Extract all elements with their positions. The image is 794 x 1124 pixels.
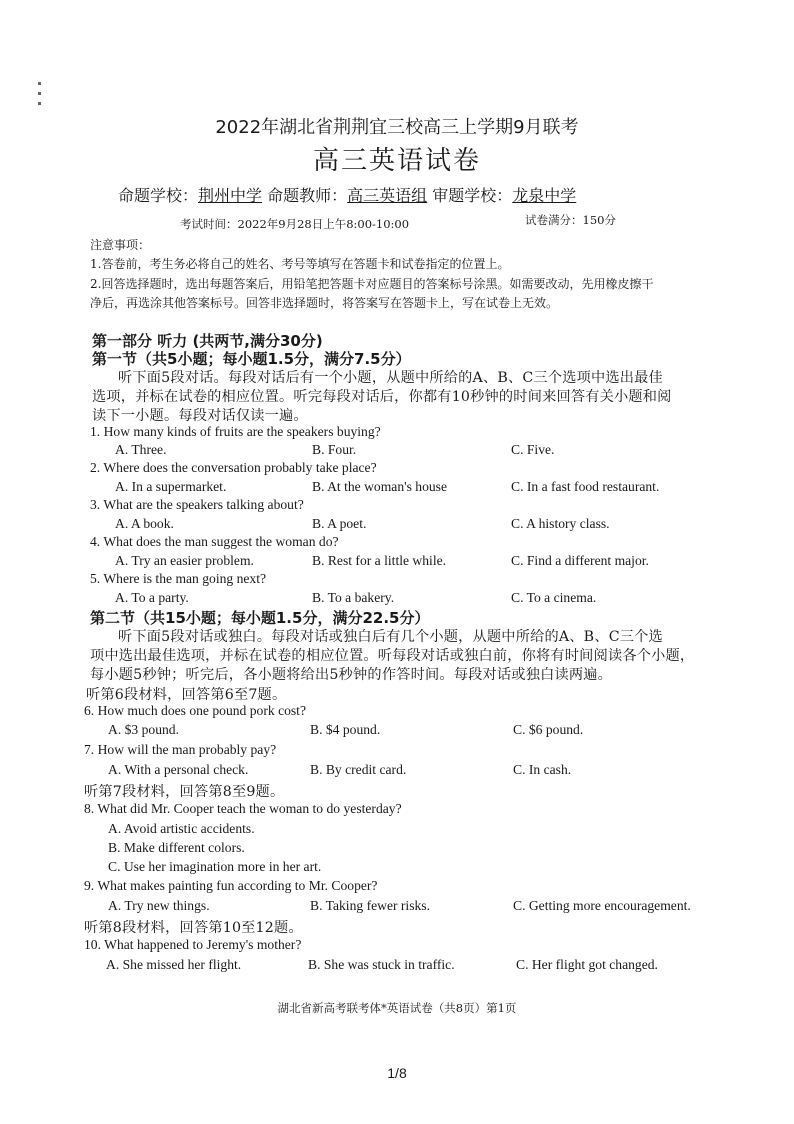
question-3: 3. What are the speakers talking about?	[90, 497, 304, 512]
q4-option-b: B. Rest for a little while.	[312, 553, 447, 568]
q6-option-c: C. $6 pound.	[513, 722, 584, 737]
question-5: 5. Where is the man going next?	[90, 571, 267, 586]
q9-option-b: B. Taking fewer risks.	[310, 898, 430, 913]
section2-instructions-3: 每小题5秒钟；听完后，各小题将给出5秒钟的作答时间。每段对话或独白读两遍。	[90, 667, 613, 683]
authorship-line	[118, 183, 576, 206]
scan-speck	[38, 92, 41, 95]
page-footer: 湖北省新高考联考体*英语试卷（共8页）第1页	[277, 1001, 517, 1015]
section1-instructions: 听下面5段对话。每段对话后有一个小题，从题中所给的A、B、C三个选项中选出最佳	[118, 370, 663, 386]
q7-option-a: A. With a personal check.	[108, 762, 249, 777]
q3-option-b: B. A poet.	[312, 516, 367, 531]
teacher-group: 高三英语组	[347, 186, 428, 205]
section2-instructions: 听下面5段对话或独白。每段对话或独白后有几个小题，从题中所给的A、B、C三个选	[118, 629, 663, 645]
scan-speck	[38, 102, 41, 105]
q1-option-a: A. Three.	[115, 442, 167, 457]
question-1: 1. How many kinds of fruits are the speakers buying?	[90, 424, 381, 439]
q3-option-c: C. A history class.	[511, 516, 610, 531]
notice-item-2-cont: 净后，再选涂其他答案标号。回答非选择题时，将答案写在答题卡上，写在试卷上无效。	[90, 296, 559, 310]
reviewer-label: 审题学校：	[432, 186, 513, 205]
section2-heading: 第二节（共15小题；每小题1.5分，满分22.5分）	[90, 609, 430, 627]
q8-option-b: B. Make different colors.	[108, 840, 245, 855]
scan-speck	[38, 82, 41, 85]
question-6: 6. How much does one pound pork cost?	[84, 703, 306, 718]
notice-item-1: 1.答卷前，考生务必将自己的姓名、考号等填写在答题卡和试卷指定的位置上。	[90, 257, 510, 271]
q8-option-a: A. Avoid artistic accidents.	[108, 821, 255, 836]
q1-option-c: C. Five.	[511, 442, 555, 457]
paper-title: 高三英语试卷	[312, 146, 481, 176]
q2-option-c: C. In a fast food restaurant.	[511, 479, 660, 494]
part1-heading: 第一部分 听力 (共两节,满分30分)	[92, 332, 323, 350]
q7-option-c: C. In cash.	[513, 762, 572, 777]
exam-title: 2022年湖北省荆荆宜三校高三上学期9月联考	[215, 117, 579, 138]
section1-instructions-3: 读下一小题。每段对话仅读一遍。	[92, 408, 308, 424]
question-7: 7. How will the man probably pay?	[84, 742, 277, 757]
q10-option-b: B. She was stuck in traffic.	[308, 957, 455, 972]
question-10: 10. What happened to Jeremy's mother?	[84, 937, 302, 952]
section2-instructions-2: 项中选出最佳选项，并标在试卷的相应位置。听每段对话或独白前，你将有时间阅读各个小题，	[90, 648, 695, 664]
reviewer-school: 龙泉中学	[512, 186, 577, 205]
material-note-6: 听第6段材料，回答第6至7题。	[86, 687, 287, 703]
q3-option-a: A. A book.	[115, 516, 174, 531]
q6-option-a: A. $3 pound.	[108, 722, 179, 737]
material-note-7: 听第7段材料，回答第8至9题。	[84, 784, 285, 800]
q2-option-b: B. At the woman's house	[312, 479, 447, 494]
proposer-label: 命题学校：	[118, 186, 199, 205]
q4-option-c: C. Find a different major.	[511, 553, 649, 568]
page-number: 1/8	[387, 1065, 407, 1081]
section1-instructions-2: 选项，并标在试卷的相应位置。听完每段对话后，你都有10秒钟的时间来回答有关小题和阅	[92, 389, 672, 405]
q5-option-c: C. To a cinema.	[511, 590, 597, 605]
material-note-8: 听第8段材料，回答第10至12题。	[84, 920, 303, 936]
question-2: 2. Where does the conversation probably take place?	[90, 460, 377, 475]
q5-option-b: B. To a bakery.	[312, 590, 395, 605]
question-9: 9. What makes painting fun according to Mr. Cooper?	[84, 878, 378, 893]
q1-option-b: B. Four.	[312, 442, 357, 457]
full-score: 试卷满分：150分	[525, 213, 616, 227]
teacher-label: 命题教师：	[267, 186, 348, 205]
q8-option-c: C. Use her imagination more in her art.	[108, 859, 322, 874]
q9-option-a: A. Try new things.	[108, 898, 210, 913]
q10-option-c: C. Her flight got changed.	[516, 957, 658, 972]
q5-option-a: A. To a party.	[115, 590, 189, 605]
q9-option-c: C. Getting more encouragement.	[513, 898, 691, 913]
question-4: 4. What does the man suggest the woman do?	[90, 534, 339, 549]
section1-heading: 第一节（共5小题；每小题1.5分，满分7.5分）	[92, 350, 411, 368]
q7-option-b: B. By credit card.	[310, 762, 407, 777]
q4-option-a: A. Try an easier problem.	[115, 553, 254, 568]
question-8: 8. What did Mr. Cooper teach the woman to do yesterday?	[84, 801, 402, 816]
notice-item-2: 2.回答选择题时，选出每题答案后，用铅笔把答题卡对应题目的答案标号涂黑。如需要改动，先用橡皮擦干	[90, 277, 654, 291]
exam-time: 考试时间：2022年9月28日上午8:00-10:00	[180, 217, 410, 231]
q6-option-b: B. $4 pound.	[310, 722, 381, 737]
q2-option-a: A. In a supermarket.	[115, 479, 227, 494]
notice-title: 注意事项：	[90, 238, 151, 252]
q10-option-a: A. She missed her flight.	[106, 957, 242, 972]
proposer-school: 荆州中学	[198, 186, 263, 205]
